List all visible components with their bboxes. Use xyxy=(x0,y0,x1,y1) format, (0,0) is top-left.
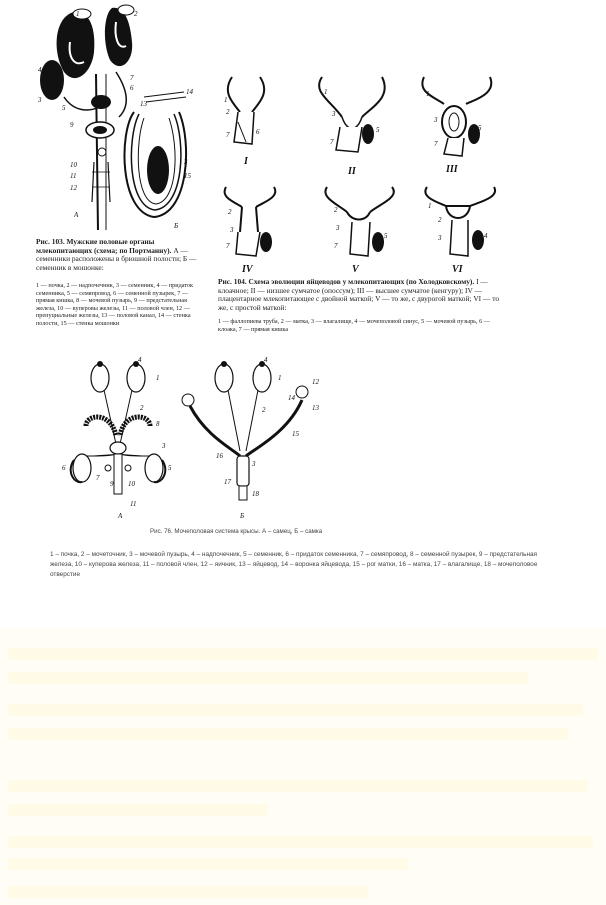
svg-text:2: 2 xyxy=(334,206,338,214)
svg-text:2: 2 xyxy=(134,10,138,18)
svg-text:4: 4 xyxy=(138,356,142,364)
fig103-drawing xyxy=(34,2,204,230)
fig103-caption-body: А — семенники расположены в брюшной полости; Б — семенник в мошонке: xyxy=(36,245,197,272)
svg-text:15: 15 xyxy=(184,172,191,180)
svg-text:5: 5 xyxy=(62,104,66,112)
fig76-legend: 1 – почка, 2 – мочеточник, 3 – мочевой пузырь, 4 – надпочечник, 5 – семенник, 6 – придаток семенника, 7 – семяпровод, 8 – семенной пузырек, 9 – предстательная железа, 10 – куперова железа, 11 – половой член, 12 – яичник, 13 – яйцевод, 14 – воронка яйцевода, 15 – рог матки, 16 – матка, 17 – влагалище, 18 – мочеполовое отверстие xyxy=(50,551,538,578)
svg-text:3: 3 xyxy=(38,96,42,104)
svg-text:14: 14 xyxy=(288,394,295,402)
svg-text:I: I xyxy=(244,156,248,167)
svg-text:3: 3 xyxy=(184,158,188,166)
svg-text:2: 2 xyxy=(438,216,442,224)
svg-text:10: 10 xyxy=(70,161,77,169)
svg-text:2: 2 xyxy=(262,406,266,414)
blurred-line xyxy=(8,648,598,660)
svg-text:2: 2 xyxy=(228,208,232,216)
svg-text:16: 16 xyxy=(216,452,223,460)
svg-text:13: 13 xyxy=(312,404,319,412)
oviduct-evolution-diagram xyxy=(212,72,504,272)
fig104-drawing xyxy=(212,72,504,272)
svg-text:III: III xyxy=(446,164,458,175)
svg-text:1: 1 xyxy=(324,88,328,96)
svg-text:11: 11 xyxy=(70,172,77,180)
svg-text:2: 2 xyxy=(140,404,144,412)
blurred-line xyxy=(8,886,368,898)
blurred-line xyxy=(8,858,408,870)
fig103-legend: 1 — почка, 2 — надпочечник, 3 — семенник, 4 — придаток семенника, 5 — семяпровод, 6 — семенной пузырек, 7 — прямая кишка, 8 — мочевой пузырь, 9 — предстательная железа, 10 — куперовы железы, 11 — половой член, 12 — препуциальные железы, 13 — половой канал, 14 — стенка полости, 15 — стенка мошонки xyxy=(36,282,194,327)
rat-label-b: Б xyxy=(240,512,245,520)
blurred-line xyxy=(8,672,528,684)
svg-text:3: 3 xyxy=(434,116,438,124)
svg-text:5: 5 xyxy=(168,464,172,472)
svg-text:14: 14 xyxy=(186,88,193,96)
fig104-caption xyxy=(218,278,504,312)
svg-text:5: 5 xyxy=(478,124,482,132)
fig104-caption-title: Рис. 104. Схема эволюции яйцеводов у млекопитающих (по Холодковскому). xyxy=(218,277,475,286)
label-a: А xyxy=(74,211,79,219)
panel-III xyxy=(422,77,491,175)
panel-I xyxy=(224,77,264,167)
svg-text:VI: VI xyxy=(452,264,463,272)
blurred-line xyxy=(8,728,568,740)
blurred-line xyxy=(8,804,268,816)
rat-urogenital-diagram xyxy=(56,356,336,520)
panel-II xyxy=(319,77,385,177)
svg-text:3: 3 xyxy=(336,224,340,232)
rat-male xyxy=(62,356,172,520)
fig76-drawing xyxy=(56,356,336,520)
svg-text:3: 3 xyxy=(332,110,336,118)
svg-text:7: 7 xyxy=(330,138,334,146)
svg-text:13: 13 xyxy=(140,100,147,108)
fig103-caption xyxy=(36,238,208,272)
svg-text:3: 3 xyxy=(230,226,234,234)
svg-text:7: 7 xyxy=(130,74,134,82)
svg-text:9: 9 xyxy=(110,480,114,488)
svg-text:7: 7 xyxy=(434,140,438,148)
male-organs-diagram xyxy=(34,2,204,230)
svg-text:15: 15 xyxy=(292,430,299,438)
svg-text:2: 2 xyxy=(226,108,230,116)
svg-text:6: 6 xyxy=(62,464,66,472)
blurred-line xyxy=(8,836,593,848)
svg-text:1: 1 xyxy=(156,374,160,382)
svg-text:12: 12 xyxy=(70,184,77,192)
svg-text:3: 3 xyxy=(162,442,166,450)
svg-text:1: 1 xyxy=(278,374,282,382)
svg-text:3: 3 xyxy=(252,460,256,468)
blurred-line xyxy=(8,704,583,716)
panel-IV xyxy=(225,187,276,272)
svg-text:5: 5 xyxy=(384,232,388,240)
svg-text:18: 18 xyxy=(252,490,259,498)
svg-text:6: 6 xyxy=(256,128,260,136)
svg-text:1: 1 xyxy=(76,10,80,18)
svg-text:5: 5 xyxy=(376,126,380,134)
blurred-line xyxy=(8,780,588,792)
fig104-legend: 1 — фаллопиева труба, 2 — матка, 3 — влагалище, 4 — мочеполовой синус, 5 — мочевой пузырь, 6 — клоака, 7 — прямая кишка xyxy=(218,318,490,333)
rat-female xyxy=(182,356,320,520)
svg-text:1: 1 xyxy=(428,202,432,210)
svg-text:4: 4 xyxy=(264,356,268,364)
svg-text:12: 12 xyxy=(312,378,319,386)
svg-text:7: 7 xyxy=(334,242,338,250)
rat-label-a: А xyxy=(118,512,123,520)
svg-text:6: 6 xyxy=(130,84,134,92)
fig103-caption-title: Рис. 103. Мужские половые органы млекопитающих (схема; по Портманну). xyxy=(36,237,172,255)
svg-text:7: 7 xyxy=(226,131,230,139)
fig104-caption-body: I — клоачное; II — низшее сумчатое (опоссум); III — высшее сумчатое (кенгуру); IV — плацентарное млекопитающее с двойной маткой; V — то же, с двурогой маткой; VI — то же, с простой маткой: xyxy=(218,277,500,312)
svg-text:4: 4 xyxy=(484,232,488,240)
label-b: Б xyxy=(174,222,179,230)
svg-text:1: 1 xyxy=(426,90,430,98)
svg-text:V: V xyxy=(352,264,359,272)
svg-text:8: 8 xyxy=(156,420,160,428)
panel-V xyxy=(325,187,393,272)
panel-VI xyxy=(425,187,495,272)
svg-text:17: 17 xyxy=(224,478,231,486)
fig76-caption: Рис. 76. Мочеполовая система крысы. А – самец, Б – самка xyxy=(150,528,323,535)
svg-text:7: 7 xyxy=(96,474,100,482)
svg-text:IV: IV xyxy=(242,264,253,272)
svg-text:11: 11 xyxy=(130,500,137,508)
svg-text:9: 9 xyxy=(70,121,74,129)
svg-text:4: 4 xyxy=(38,66,42,74)
svg-text:7: 7 xyxy=(226,242,230,250)
svg-text:1: 1 xyxy=(224,96,228,104)
svg-text:10: 10 xyxy=(128,480,135,488)
svg-text:II: II xyxy=(348,166,356,177)
svg-text:3: 3 xyxy=(438,234,442,242)
